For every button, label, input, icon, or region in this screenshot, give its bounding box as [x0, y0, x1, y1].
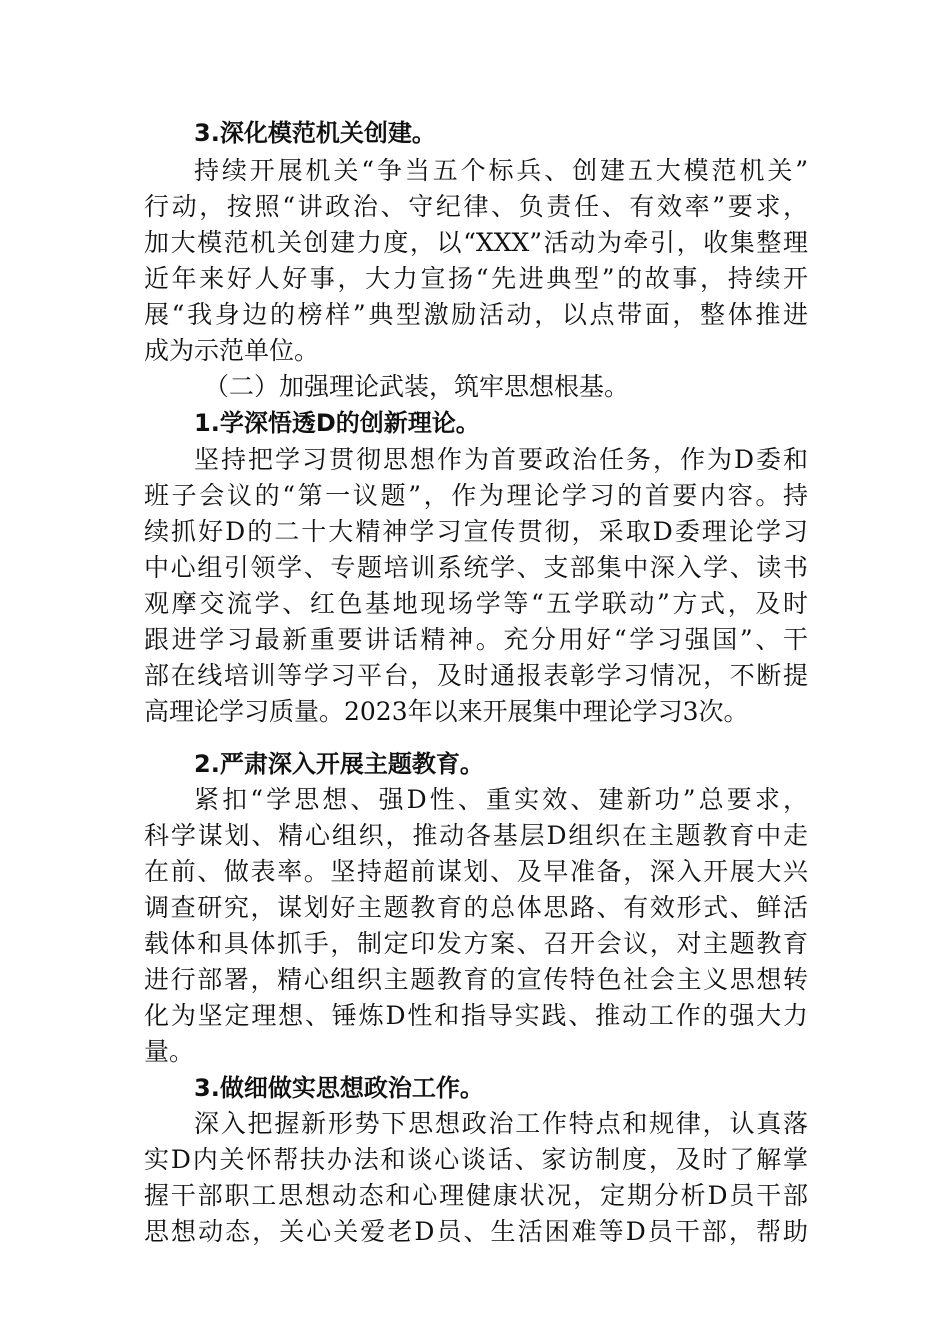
paragraph-line: 跟进学习最新重要讲话精神。充分用好“学习强国”、干 — [144, 625, 808, 654]
paragraph-line: 握干部职工思想动态和心理健康状况，定期分析D员干部 — [144, 1181, 808, 1210]
paragraph-line: 高理论学习质量。2023年以来开展集中理论学习3次。 — [144, 697, 749, 726]
paragraph-line: 化为坚定理想、锤炼D性和指导实践、推动工作的强大力 — [144, 1001, 808, 1030]
section-heading: 2.严肃深入开展主题教育。 — [194, 750, 484, 778]
paragraph-line: 科学谋划、精心组织，推动各基层D组织在主题教育中走 — [144, 821, 808, 850]
paragraph-line: 量。 — [144, 1037, 195, 1066]
section-heading: 1.学深悟透D的创新理论。 — [194, 409, 480, 437]
paragraph-line: 成为示范单位。 — [144, 336, 320, 365]
paragraph-line: 深入把握新形势下思想政治工作特点和规律，认真落 — [194, 1109, 808, 1138]
paragraph-line: 思想动态，关心关爱老D员、生活困难等D员干部，帮助 — [144, 1217, 808, 1246]
paragraph-line: 中心组引领学、专题培训系统学、支部集中深入学、读书 — [144, 553, 808, 582]
paragraph-line: 调查研究，谋划好主题教育的总体思路、有效形式、鲜活 — [144, 893, 808, 922]
paragraph-line: 持续开展机关“争当五个标兵、创建五大模范机关” — [194, 156, 808, 185]
paragraph-line: 续抓好D的二十大精神学习宣传贯彻，采取D委理论学习 — [144, 517, 808, 546]
paragraph-line: 载体和具体抓手，制定印发方案、召开会议，对主题教育 — [144, 929, 808, 958]
paragraph-line: 观摩交流学、红色基地现场学等“五学联动”方式，及时 — [144, 589, 808, 618]
paragraph-line: 在前、做表率。坚持超前谋划、及早准备，深入开展大兴 — [144, 857, 808, 886]
paragraph-line: 部在线培训等学习平台，及时通报表彰学习情况，不断提 — [144, 661, 808, 690]
section-heading: 3.做细做实思想政治工作。 — [194, 1074, 484, 1102]
paragraph-line: 进行部署，精心组织主题教育的宣传特色社会主义思想转 — [144, 965, 808, 994]
section-heading: 3.深化模范机关创建。 — [194, 119, 436, 147]
paragraph-line: 展“我身边的榜样”典型激励活动，以点带面，整体推进 — [144, 300, 808, 329]
paragraph-line: 坚持把学习贯彻思想作为首要政治任务，作为D委和 — [194, 445, 808, 474]
subsection-heading: （二）加强理论武装，筑牢思想根基。 — [204, 372, 630, 401]
paragraph-line: 紧扣“学思想、强D性、重实效、建新功”总要求， — [194, 785, 808, 814]
paragraph-line: 实D内关怀帮扶办法和谈心谈话、家访制度，及时了解掌 — [144, 1145, 808, 1174]
paragraph-line: 班子会议的“第一议题”，作为理论学习的首要内容。持 — [144, 481, 808, 510]
paragraph-line: 加大模范机关创建力度，以“XXX”活动为牵引，收集整理 — [144, 228, 808, 257]
paragraph-line: 行动，按照“讲政治、守纪律、负责任、有效率”要求， — [144, 192, 808, 221]
paragraph-line: 近年来好人好事，大力宣扬“先进典型”的故事，持续开 — [144, 264, 808, 293]
